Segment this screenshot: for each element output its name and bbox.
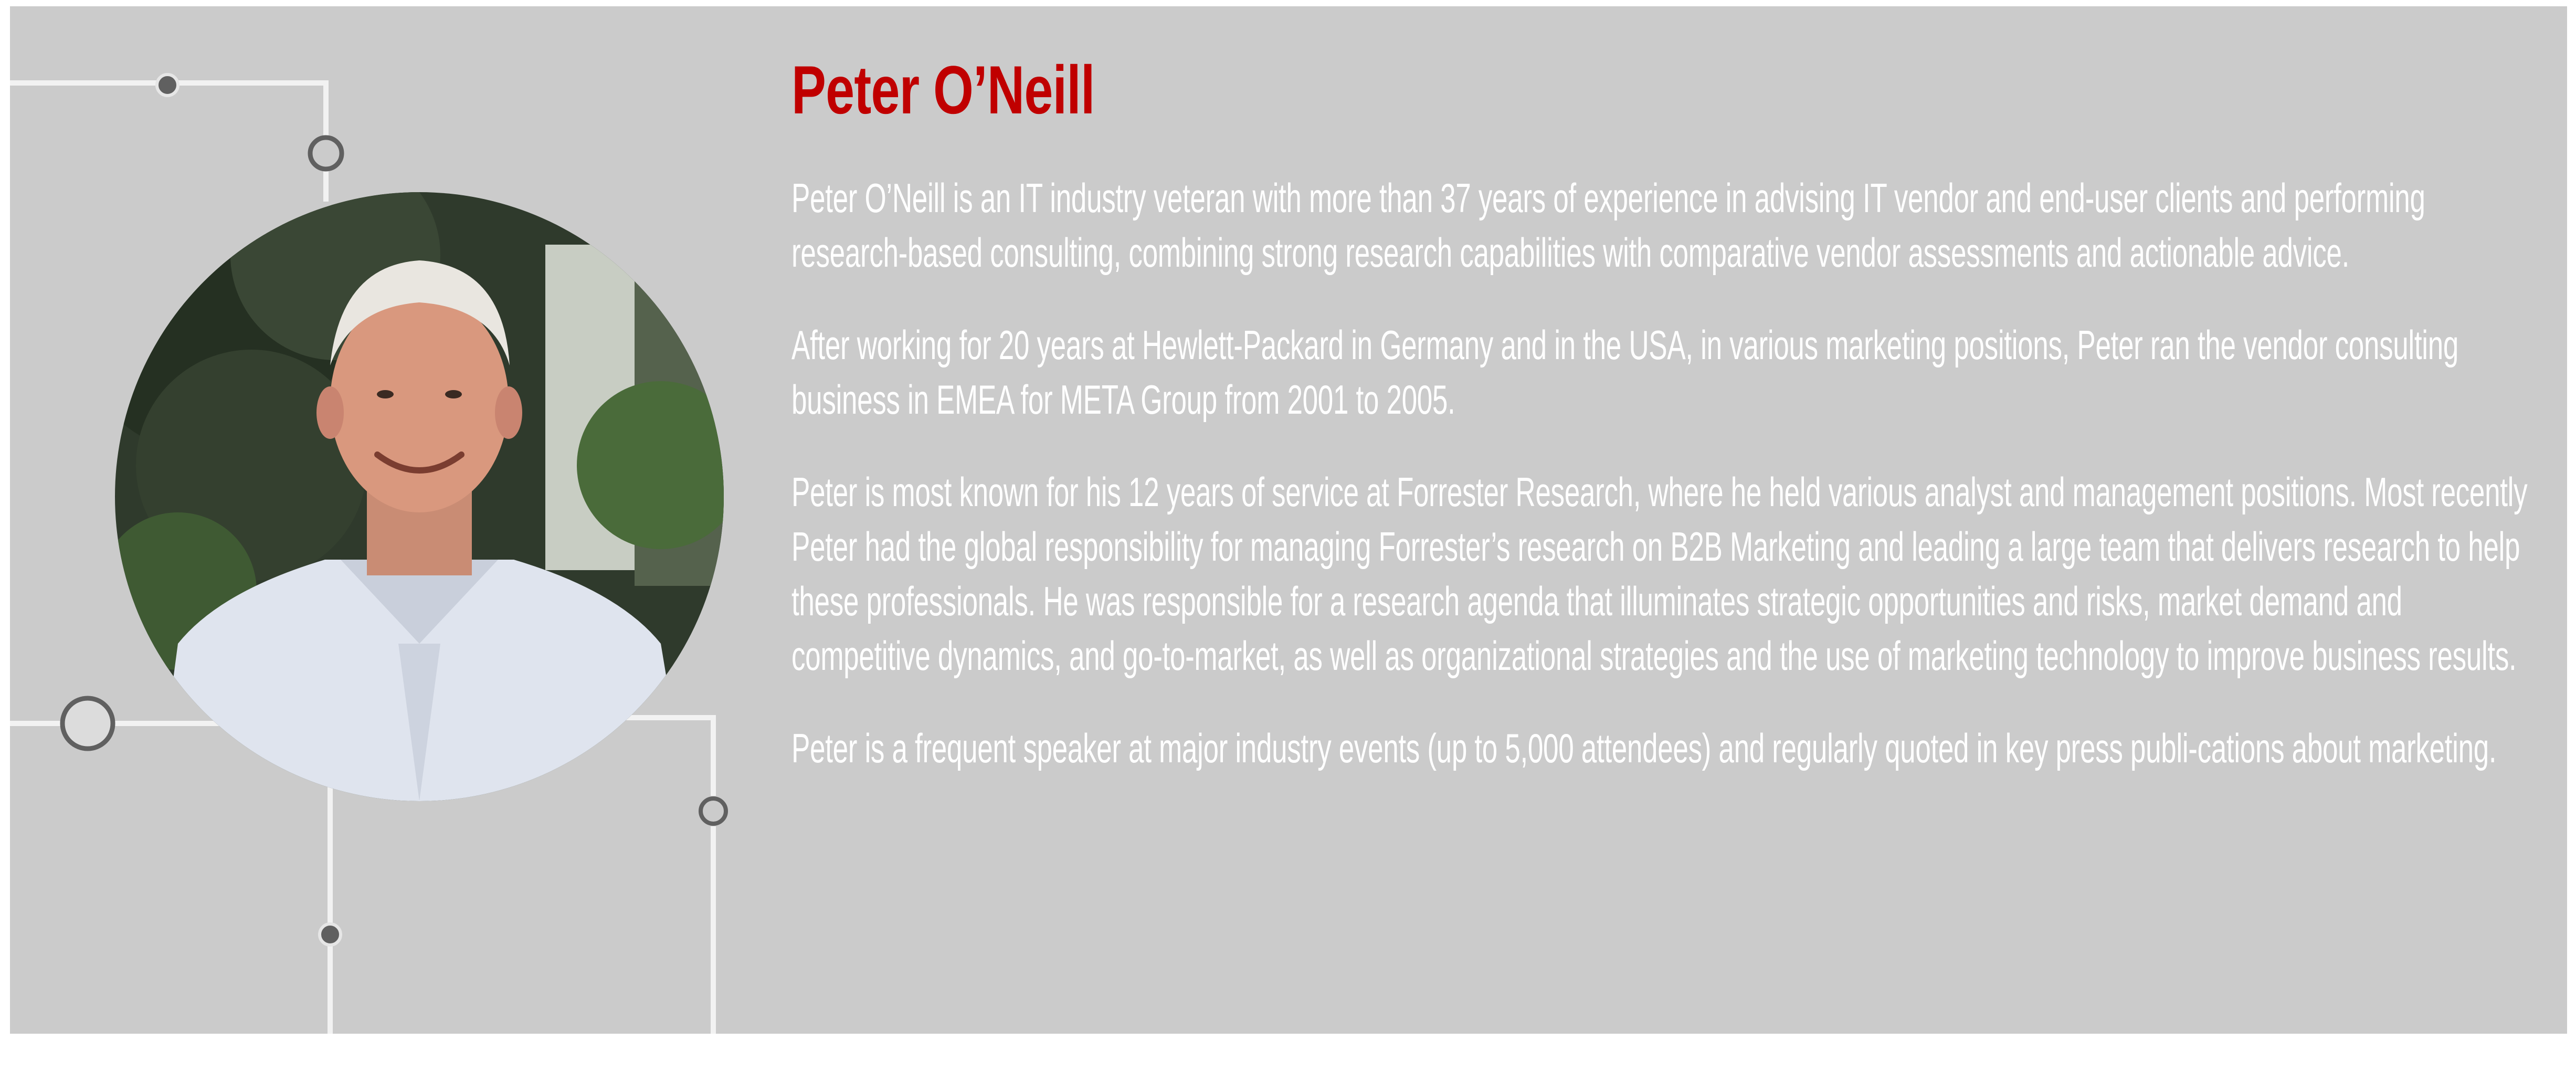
circuit-node-ring — [310, 138, 342, 169]
circuit-node-ring — [62, 698, 113, 749]
circuit-node-dot — [157, 75, 178, 96]
bio-section — [791, 52, 2545, 813]
circuit-node-dot — [320, 924, 341, 945]
bio-paragraph: Peter is a frequent speaker at major industry events (up to 5,000 attendees) and regularly quoted in key press publi-cations about marketing. — [791, 725, 2497, 771]
circuit-node-ring — [701, 799, 726, 824]
profile-card — [10, 6, 2567, 1034]
bio-paragraph: Peter is most known for his 12 years of service at Forrester Research, where he held various analyst and management positions. Most recently Peter had the global responsibility for managing Forrester’s research on B2B Marketing and leading a large team that delivers research to help these professionals. He was responsible for a research agenda that illuminates strategic opportunities and risks, market demand and competitive dynamics, and go-to-market, as well as organizational strategies and the use of marketing technology to improve business results. — [791, 469, 2528, 679]
profile-name: Peter O’Neill — [791, 51, 1095, 128]
profile-photo — [115, 192, 724, 801]
bio-paragraph: Peter O’Neill is an IT industry veteran with more than 37 years of experience in advising IT vendor and end-user clients and performing research-based consulting, combining strong research capabilities with comparative vendor assessments and actionable advice. — [791, 175, 2425, 276]
bio-paragraph: After working for 20 years at Hewlett-Packard in Germany and in the USA, in various marketing positions, Peter ran the vendor consulting business in EMEA for META Group from 2001 to 2005. — [791, 322, 2459, 423]
